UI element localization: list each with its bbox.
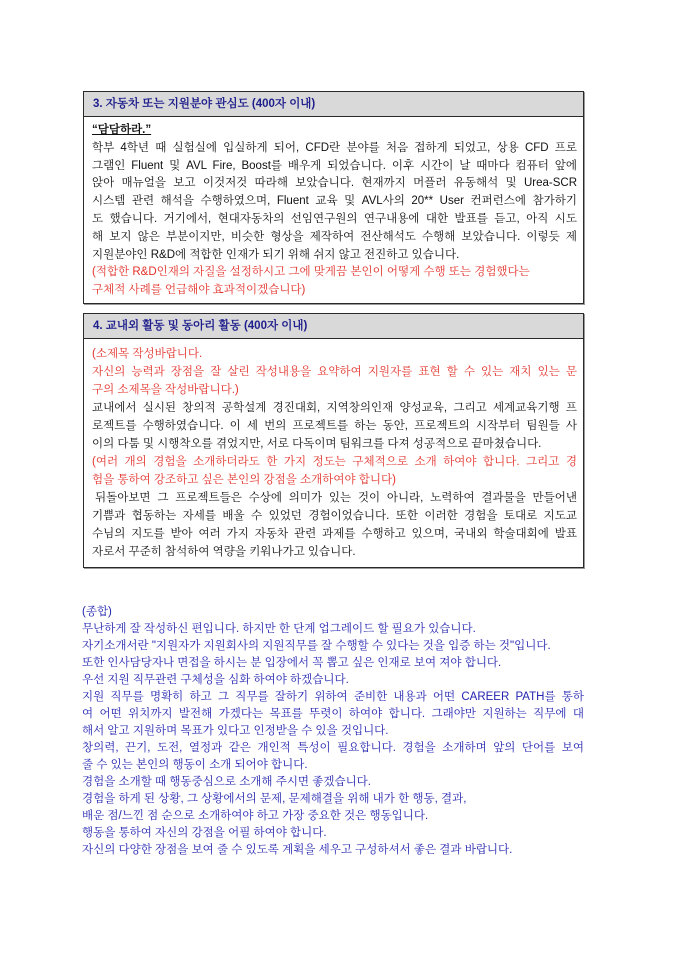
answer-line: 뒤돌아보면 그 프로젝트들은 수상에 의미가 있는 것이 아니라, 노력하여 결과물을 만들어낸 [95,492,577,504]
summary-line: 경험을 소개할 때 행동중심으로 소개해 주시면 좋겠습니다. [82,776,371,788]
section-3-subtitle: “담담하라.” [92,124,152,136]
comment-line: (적합한 R&D인재의 자질을 설정하시고 그에 맞게끔 본인이 어떻게 수행 또는 경험했다는 [92,266,530,279]
summary-line: 우선 지원 직무관련 구체성을 심화 하여야 하겠습니다. [82,674,349,686]
answer-line: 도 했습니다. 거기에서, 현대자동차의 선임연구원의 연구내용에 대한 발표를 듣고, 아직 시도 [92,212,577,225]
answer-line: 그램인 Fluent 및 AVL Fire, Boost를 배우게 되었습니다. 이후 시간이 날 때마다 컴퓨터 앞에 [92,159,577,172]
answer-line: 자로서 꾸준히 참석하여 역량을 키워나가고 있습니다. [92,546,356,558]
comment-line: 험을 통하여 강조하고 싶은 본인의 강점을 소개하여야 합니다) [92,474,396,486]
section-3-header: 3. 자동차 또는 지원분야 관심도 (400자 이내) [84,92,583,117]
summary-line: 배운 점/느낀 점 순으로 소개하여야 하고 가장 중요한 것은 행동입니다. [82,810,429,822]
answer-line: 학부 4학년 때 실험실에 입실하게 되어, CFD란 분야를 처음 접하게 되었고, 상용 CFD 프로 [92,141,577,154]
summary-heading: (종합) [82,606,112,618]
summary-feedback [82,604,584,859]
section-4-body [84,339,583,567]
summary-line: 여 어떤 위치까지 발전해 가겠다는 목표를 뚜렷이 하여야 합니다. 그래야만 지원하는 직무에 대 [82,708,584,720]
summary-line: 또한 인사담당자나 면접을 하시는 분 입장에서 꼭 뽑고 싶은 인재로 보여 져야 합니다. [82,657,502,669]
comment-line: (여러 개의 경험을 소개하더라도 한 가지 정도는 구체적으로 소개 하여야 합니다. 그리고 경 [92,456,577,468]
summary-line: 해서 알고 지원하며 목표가 있다고 인정받을 수 있을 것입니다. [82,725,389,737]
summary-line: 자신의 다양한 장점을 보여 줄 수 있도록 계획을 세우고 구성하셔서 좋은 결과 바랍니다. [82,844,513,856]
section-4-header: 4. 교내외 활동 및 동아리 활동 (400자 이내) [84,314,583,339]
section-4-box [83,313,584,568]
summary-line: 행동을 통하여 자신의 강점을 어필 하여야 합니다. [82,827,327,839]
answer-line: 로젝트를 수행하였습니다. 이 세 번의 프로젝트를 하는 동안, 프로젝트의 시작부터 팀원들 사 [92,420,577,432]
answer-line: 교내에서 실시된 창의적 공학설계 경진대회, 지역창의인재 양성교육, 그리고 세계교육기행 프 [92,402,577,414]
summary-line: 지원 직무를 명확히 하고 그 직무를 잘하기 위하여 준비한 내용과 어떤 CAREER PATH를 통하 [82,691,584,703]
summary-line: 창의력, 끈기, 도전, 열정과 같은 개인적 특성이 필요합니다. 경험을 소개하며 앞의 단어를 보여 [82,742,584,754]
answer-line: 해 보지 않은 부분이지만, 비슷한 형상을 제작하여 전산해석도 수행해 보았습니다. 이렇듯 제 [92,230,577,243]
comment-line: 구의 소제목을 작성바랍니다.) [92,384,239,396]
section-3-body [84,117,583,303]
answer-line: 앉아 매뉴얼을 보고 이것저것 따라해 보았습니다. 현재까지 머플러 유동해석 및 Urea-SCR [92,177,577,190]
answer-line: 기쁨과 협동하는 자세를 배울 수 있었던 경험이었습니다. 또한 이러한 경험을 토대로 지도교 [92,510,577,522]
summary-line: 자기소개서란 "지원자가 지원회사의 지원직무를 잘 수행할 수 있다는 것을 입증 하는 것"입니다. [82,640,551,652]
comment-line: 자신의 능력과 장점을 잘 살린 작성내용을 요약하여 지원자를 표현 할 수 있는 재치 있는 문 [92,366,577,378]
answer-line: 지원분야인 R&D에 적합한 인재가 되기 위해 쉬지 않고 전진하고 있습니다. [92,248,460,261]
answer-line: 시스템 관련 해석을 수행하였으며, Fluent 교육 및 AVL사의 20** User 컨퍼런스에 참가하기 [92,195,577,208]
section-3-box [83,91,584,304]
summary-line: 무난하게 잘 작성하신 편입니다. 하지만 한 단계 업그레이드 할 필요가 있습니다. [82,623,476,635]
comment-line: (소제목 작성바랍니다. [92,348,203,360]
summary-line: 경험을 하게 된 상황, 그 상황에서의 문제, 문제해결을 위해 내가 한 행동, 결과, [82,793,467,805]
answer-line: 수님의 지도를 받아 여러 가지 자동차 관련 과제를 수행하고 있으며, 국내외 학술대회에 발표 [92,528,577,540]
summary-line: 줄 수 있는 본인의 행동이 소개 되어야 합니다. [82,759,308,771]
comment-line: 구체적 사례를 언급해야 효과적이겠습니다) [92,284,306,297]
answer-line: 이의 다툼 및 시행착오를 겪었지만, 서로 다독이며 팀워크를 다져 성공적으로 끝마쳤습니다. [92,438,542,450]
